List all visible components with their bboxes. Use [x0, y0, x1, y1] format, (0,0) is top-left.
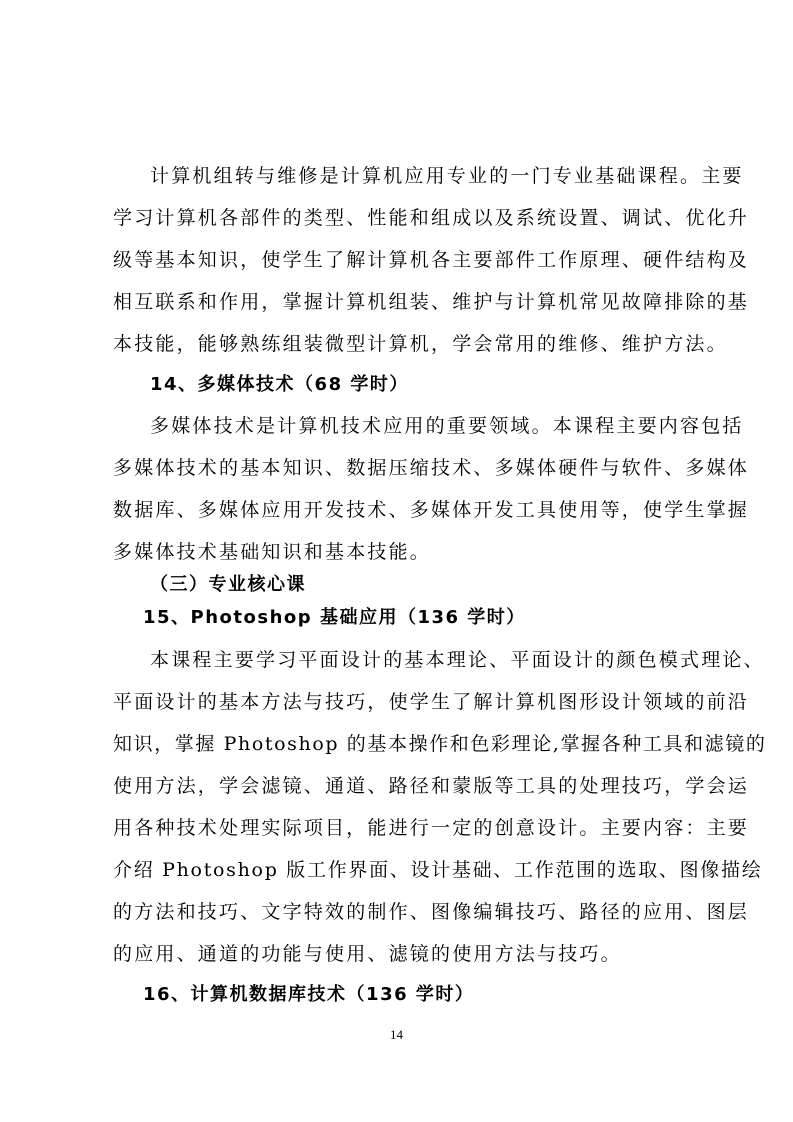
text-line: 平面设计的基本方法与技巧，使学生了解计算机图形设计领域的前沿 — [113, 691, 750, 713]
page-number: 14 — [390, 1027, 403, 1042]
text-line: 的方法和技巧、文字特效的制作、图像编辑技巧、路径的应用、图层 — [113, 901, 750, 923]
text-line: 级等基本知识，使学生了解计算机各主要部件工作原理、硬件结构及 — [113, 249, 750, 271]
text-line: 用各种技术处理实际项目，能进行一定的创意设计。主要内容：主要 — [113, 817, 750, 839]
text-line: 本课程主要学习平面设计的基本理论、平面设计的颜色模式理论、 — [150, 649, 765, 671]
subheading-core-courses: （三）专业核心课 — [150, 574, 306, 595]
text-line: 使用方法，学会滤镜、通道、路径和蒙版等工具的处理技巧，学会运 — [113, 775, 750, 797]
text-line: 计算机组转与维修是计算机应用专业的一门专业基础课程。主要 — [150, 165, 744, 187]
text-line: 知识，掌握 Photoshop 的基本操作和色彩理论,掌握各种工具和滤镜的 — [113, 733, 767, 755]
text-line: 多媒体技术基础知识和基本技能。 — [113, 541, 432, 563]
text-line: 多媒体技术是计算机技术应用的重要领域。本课程主要内容包括 — [150, 415, 744, 437]
text-line: 学习计算机各部件的类型、性能和组成以及系统设置、调试、优化升 — [113, 207, 750, 229]
text-line: 数据库、多媒体应用开发技术、多媒体开发工具使用等，使学生掌握 — [113, 499, 750, 521]
heading-photoshop: 15、Photoshop 基础应用（136 学时） — [143, 607, 526, 628]
text-line: 介绍 Photoshop 版工作界面、设计基础、工作范围的选取、图像描绘 — [113, 859, 763, 881]
text-line: 的应用、通道的功能与使用、滤镜的使用方法与技巧。 — [113, 943, 622, 965]
text-line: 本技能，能够熟练组装微型计算机，学会常用的维修、维护方法。 — [113, 333, 728, 355]
text-line: 相互联系和作用，掌握计算机组装、维护与计算机常见故障排除的基 — [113, 291, 750, 313]
heading-database: 16、计算机数据库技术（136 学时） — [143, 984, 475, 1005]
heading-multimedia: 14、多媒体技术（68 学时） — [150, 374, 409, 395]
text-line: 多媒体技术的基本知识、数据压缩技术、多媒体硬件与软件、多媒体 — [113, 457, 750, 479]
